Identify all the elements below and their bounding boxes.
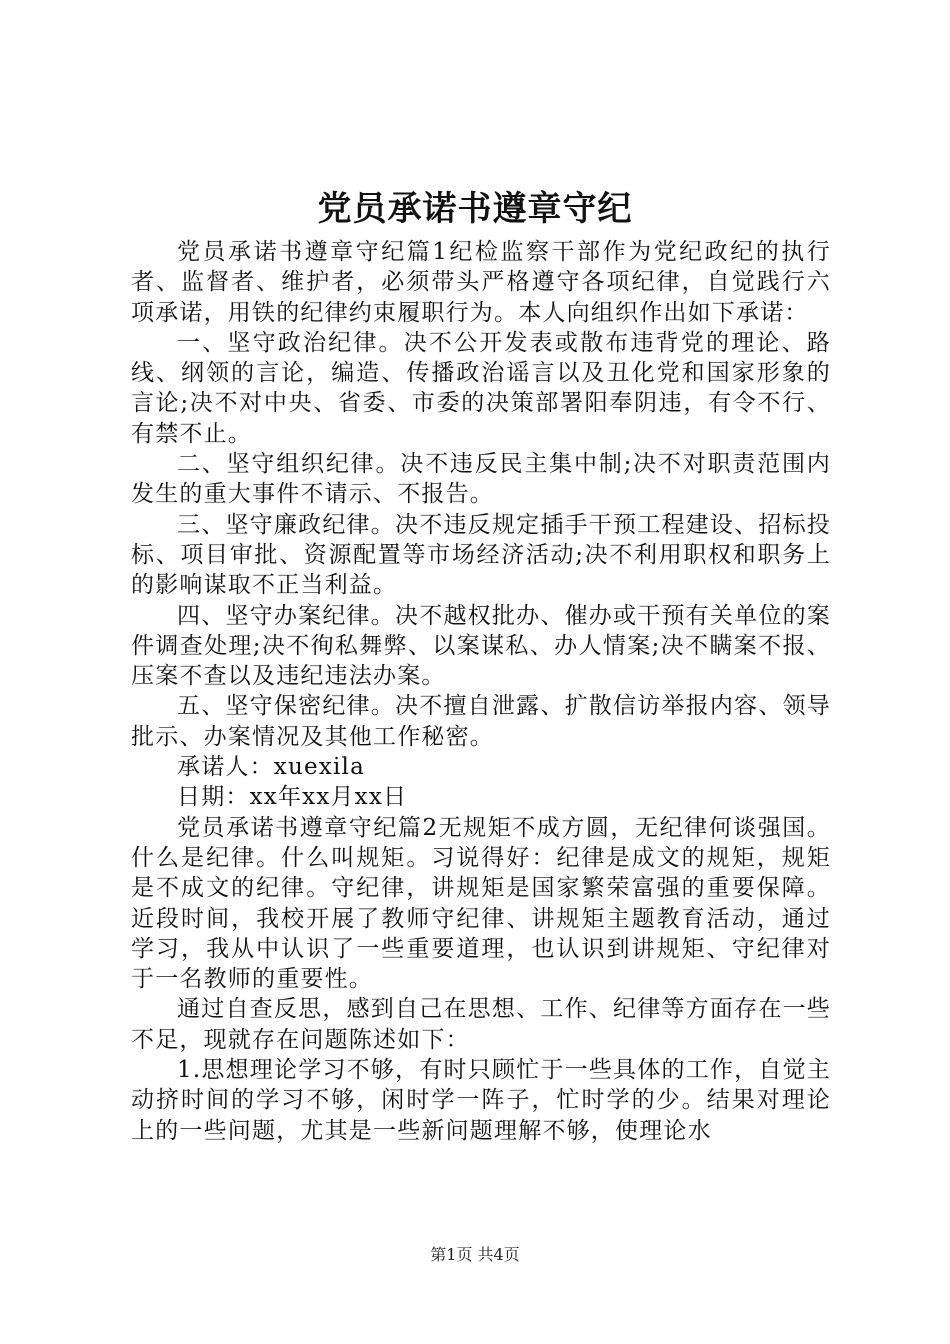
paragraph: 党员承诺书遵章守纪篇2无规矩不成方圆，无纪律何谈强国。什么是纪律。什么叫规矩。习说得好：纪律是成文的规矩，规矩是不成文的纪律。守纪律，讲规矩是国家繁荣富强的重要保障。近段时间，我校开展了教师守纪律、讲规矩主题教育活动，通过学习，我从中认识了一些重要道理，也认识到讲规矩、守纪律对于一名教师的重要性。 — [131, 814, 831, 993]
paragraph: 五、坚守保密纪律。决不擅自泄露、扩散信访举报内容、领导批示、办案情况及其他工作秘密。 — [131, 693, 831, 750]
paragraph: 一、坚守政治纪律。决不公开发表或散布违背党的理论、路线、纲领的言论，编造、传播政治谣言以及丑化党和国家形象的言论;决不对中央、省委、市委的决策部署阳奉阴违，有令不行、有禁不止。 — [131, 329, 831, 447]
document-body — [131, 237, 831, 1146]
paragraph: 二、坚守组织纪律。决不违反民主集中制;决不对职责范围内发生的重大事件不请示、不报告。 — [131, 451, 831, 508]
paragraph: 三、坚守廉政纪律。决不违反规定插手干预工程建设、招标投标、项目审批、资源配置等市场经济活动;决不利用职权和职务上的影响谋取不正当利益。 — [131, 511, 831, 599]
paragraph: 通过自查反思，感到自己在思想、工作、纪律等方面存在一些不足，现就存在问题陈述如下： — [131, 996, 831, 1053]
page-indicator: 第1页 共4页 — [430, 1245, 520, 1264]
paragraph: 四、坚守办案纪律。决不越权批办、催办或干预有关单位的案件调查处理;决不徇私舞弊、以案谋私、办人情案;决不瞒案不报、压案不查以及违纪违法办案。 — [131, 602, 831, 690]
signature-line: 承诺人：xuexila — [177, 754, 365, 781]
paragraph: 党员承诺书遵章守纪篇1纪检监察干部作为党纪政纪的执行者、监督者、维护者，必须带头严格遵守各项纪律，自觉践行六项承诺，用铁的纪律约束履职行为。本人向组织作出如下承诺： — [131, 239, 831, 326]
document-title: 党员承诺书遵章守纪 — [317, 189, 633, 229]
paragraph: 1.思想理论学习不够，有时只顾忙于一些具体的工作，自觉主动挤时间的学习不够，闲时学一阵子，忙时学的少。结果对理论上的一些问题，尤其是一些新问题理解不够，使理论水 — [131, 1057, 831, 1144]
date-line: 日期：xx年xx月xx日 — [177, 784, 408, 811]
